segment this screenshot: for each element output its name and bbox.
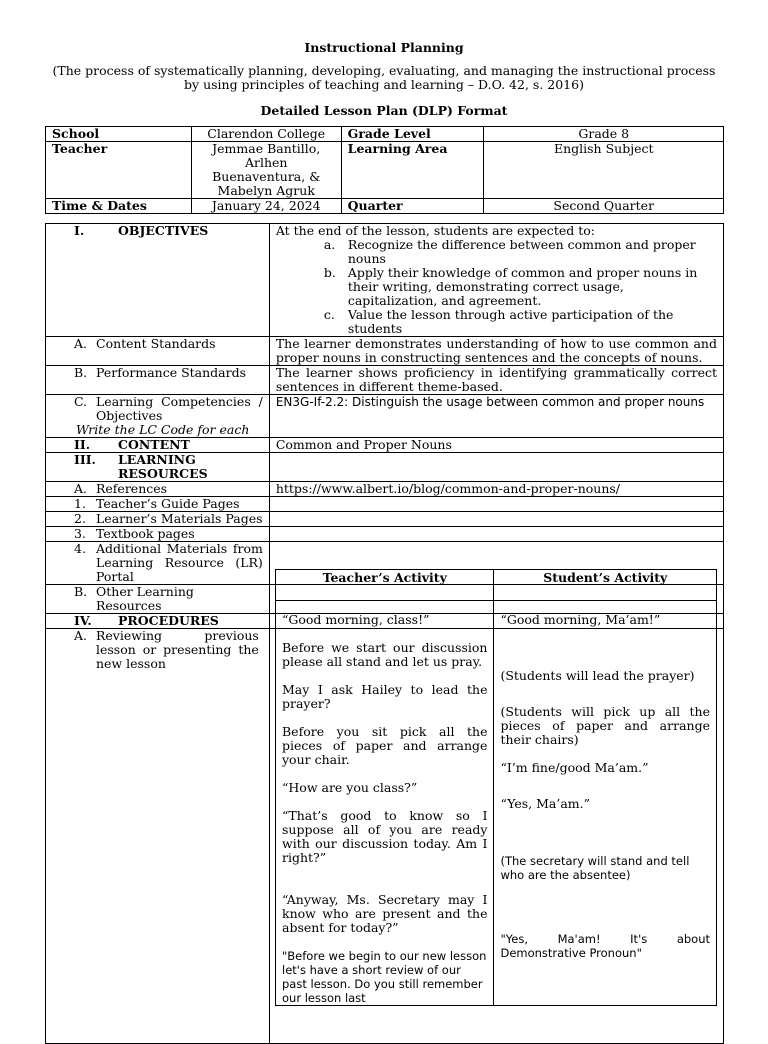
- student-line: (Students will lead the prayer): [500, 668, 695, 683]
- teacher-line: Before we start our discussion please all stand and let us pray.: [282, 640, 488, 669]
- grade-value: Grade 8: [484, 127, 724, 142]
- lm-num: 2.: [74, 511, 86, 526]
- teacher-line: Before you sit pick all the pieces of paper and arrange your chair.: [282, 724, 488, 767]
- references-link[interactable]: https://www.albert.io/blog/common-and-proper-nouns/: [269, 482, 723, 497]
- teacher-line: “Anyway, Ms. Secretary may I know who are present and the absent for today?”: [282, 892, 488, 935]
- objective-item: a. Recognize the difference between common and proper nouns: [323, 237, 696, 266]
- page-subtitle: (The process of systematically planning, developing, evaluating, and managing the instructional process by using principles of teaching and learning – D.O. 42, s. 2016): [52, 63, 716, 92]
- student-line: “I’m fine/good Ma’am.”: [500, 760, 649, 775]
- student-line: (The secretary will stand and tell who are the absentee): [500, 854, 690, 882]
- tb-label: Textbook pages: [96, 526, 195, 541]
- resources-num: III.: [74, 452, 96, 467]
- lr-label: Additional Materials from Learning Resource (LR) Portal: [96, 541, 263, 584]
- objectives-num: I.: [74, 223, 85, 238]
- proc-num: IV.: [74, 613, 92, 628]
- comp-note: Write the LC Code for each: [76, 422, 250, 437]
- student-line: “Good morning, Ma’am!”: [500, 612, 661, 627]
- objective-item: b. Apply their knowledge of common and proper nouns in their writing, demonstrating correct usage, capitalization, and agreement.: [323, 265, 698, 308]
- student-activity-header: Student’s Activity: [494, 570, 717, 601]
- area-value: English Subject: [484, 142, 724, 199]
- other-num: B.: [74, 584, 88, 599]
- lr-num: 4.: [74, 541, 86, 556]
- teacher-line: "Before we begin to our new lesson let's have a short review of our past lesson. Do you still remember our lesson last: [282, 949, 487, 1005]
- proc-label: PROCEDURES: [118, 613, 219, 628]
- references-num: A.: [74, 481, 88, 496]
- time-value: January 24, 2024: [191, 199, 341, 214]
- content-std-text: The learner demonstrates understanding of how to use common and proper nouns in constructing sentences and the concepts of nouns.: [269, 337, 723, 366]
- school-value: Clarendon College: [191, 127, 341, 142]
- teacher-activity-header: Teacher’s Activity: [276, 570, 494, 601]
- teacher-label: Teacher: [46, 142, 192, 199]
- activity-table: [275, 569, 717, 1006]
- perf-std-num: B.: [74, 365, 88, 380]
- teacher-line: May I ask Hailey to lead the prayer?: [282, 682, 488, 711]
- page-title: Instructional Planning: [304, 40, 464, 55]
- school-label: School: [46, 127, 192, 142]
- objective-item: c. Value the lesson through active participation of the students: [323, 307, 674, 336]
- content-std-label: Content Standards: [96, 336, 216, 351]
- teacher-line: “How are you class?”: [282, 780, 418, 795]
- grade-label: Grade Level: [341, 127, 484, 142]
- student-line: "Yes, Ma'am! It's about Demonstrative Pronoun": [500, 932, 710, 960]
- objectives-label: OBJECTIVES: [118, 223, 209, 238]
- tg-label: Teacher’s Guide Pages: [96, 496, 240, 511]
- student-line: (Students will pick up all the pieces of paper and arrange their chairs): [500, 704, 710, 747]
- area-label: Learning Area: [341, 142, 484, 199]
- comp-num: C.: [74, 394, 88, 409]
- quarter-value: Second Quarter: [484, 199, 724, 214]
- teacher-line: “That’s good to know so I suppose all of you are ready with our discussion today. Am I right?”: [282, 808, 488, 865]
- info-table: [45, 126, 724, 214]
- content-text: Common and Proper Nouns: [269, 438, 723, 453]
- review-num: A.: [74, 628, 88, 643]
- perf-std-text: The learner shows proficiency in identifying grammatically correct sentences in different theme-based.: [269, 366, 723, 395]
- tb-num: 3.: [74, 526, 86, 541]
- teacher-line: “Good morning, class!”: [282, 612, 430, 627]
- other-label: Other Learning Resources: [96, 584, 194, 613]
- review-label: Reviewing previous lesson or presenting the new lesson: [96, 628, 259, 671]
- comp-text: EN3G-If-2.2: Distinguish the usage between common and proper nouns: [269, 395, 723, 438]
- time-label: Time & Dates: [46, 199, 192, 214]
- content-std-num: A.: [74, 336, 88, 351]
- objectives-list: [276, 238, 717, 336]
- resources-label: LEARNING RESOURCES: [118, 452, 208, 481]
- quarter-label: Quarter: [341, 199, 484, 214]
- objectives-intro: At the end of the lesson, students are expected to:: [275, 223, 595, 238]
- perf-std-label: Performance Standards: [96, 365, 247, 380]
- student-line: “Yes, Ma’am.”: [500, 796, 591, 811]
- comp-label: Learning Competencies / Objectives: [96, 394, 263, 423]
- lm-label: Learner’s Materials Pages: [96, 511, 263, 526]
- tg-num: 1.: [74, 496, 86, 511]
- content-num: II.: [74, 437, 91, 452]
- content-label: CONTENT: [118, 437, 190, 452]
- references-label: References: [96, 481, 168, 496]
- format-title: Detailed Lesson Plan (DLP) Format: [260, 103, 508, 118]
- teacher-value: Jemmae Bantillo, Arlhen Buenaventura, & Mabelyn Agruk: [191, 142, 341, 199]
